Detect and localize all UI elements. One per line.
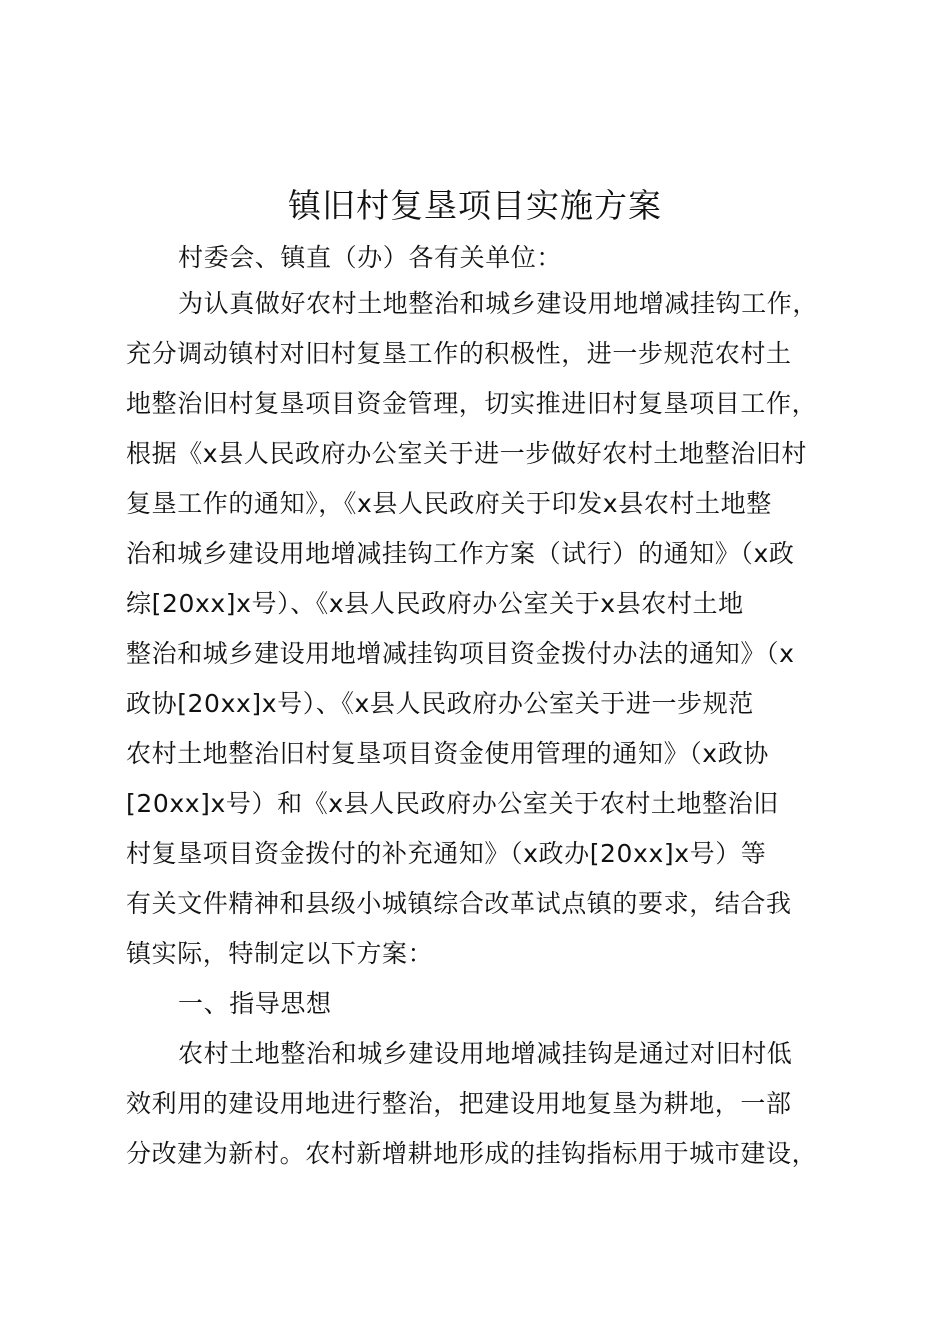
intro-line: 复垦工作的通知》，《x县人民政府关于印发x县农村土地整 xyxy=(126,489,772,518)
section-heading: 一、指导思想 xyxy=(178,989,332,1018)
intro-line: 整治和城乡建设用地增减挂钩项目资金拨付办法的通知》（x xyxy=(126,639,795,668)
intro-line: 政协[20xx]x号）、《x县人民政府办公室关于进一步规范 xyxy=(126,689,754,718)
intro-line: 农村土地整治旧村复垦项目资金使用管理的通知》（x政协 xyxy=(126,739,769,768)
document-title: 镇旧村复垦项目实施方案 xyxy=(288,186,662,225)
intro-line: 根据《x县人民政府办公室关于进一步做好农村土地整治旧村 xyxy=(126,439,807,468)
intro-line: [20xx]x号）和《x县人民政府办公室关于农村土地整治旧 xyxy=(126,789,779,818)
intro-line: 有关文件精神和县级小城镇综合改革试点镇的要求，结合我 xyxy=(126,889,792,918)
intro-line: 镇实际，特制定以下方案： xyxy=(126,939,434,968)
section-line: 农村土地整治和城乡建设用地增减挂钩是通过对旧村低 xyxy=(178,1039,793,1068)
intro-line: 为认真做好农村土地整治和城乡建设用地增减挂钩工作， xyxy=(178,289,819,318)
intro-line: 充分调动镇村对旧村复垦工作的积极性，进一步规范农村土 xyxy=(126,339,792,368)
section-line: 效利用的建设用地进行整治，把建设用地复垦为耕地，一部 xyxy=(126,1089,792,1118)
intro-line: 地整治旧村复垦项目资金管理，切实推进旧村复垦项目工作， xyxy=(126,389,818,418)
intro-line: 治和城乡建设用地增减挂钩工作方案（试行）的通知》（x政 xyxy=(126,539,795,568)
intro-line: 综[20xx]x号）、《x县人民政府办公室关于x县农村土地 xyxy=(126,589,744,618)
intro-line: 村复垦项目资金拨付的补充通知》（x政办[20xx]x号）等 xyxy=(126,839,767,868)
section-line: 分改建为新村。农村新增耕地形成的挂钩指标用于城市建设， xyxy=(126,1139,818,1168)
salutation: 村委会、镇直（办）各有关单位： xyxy=(178,243,563,272)
